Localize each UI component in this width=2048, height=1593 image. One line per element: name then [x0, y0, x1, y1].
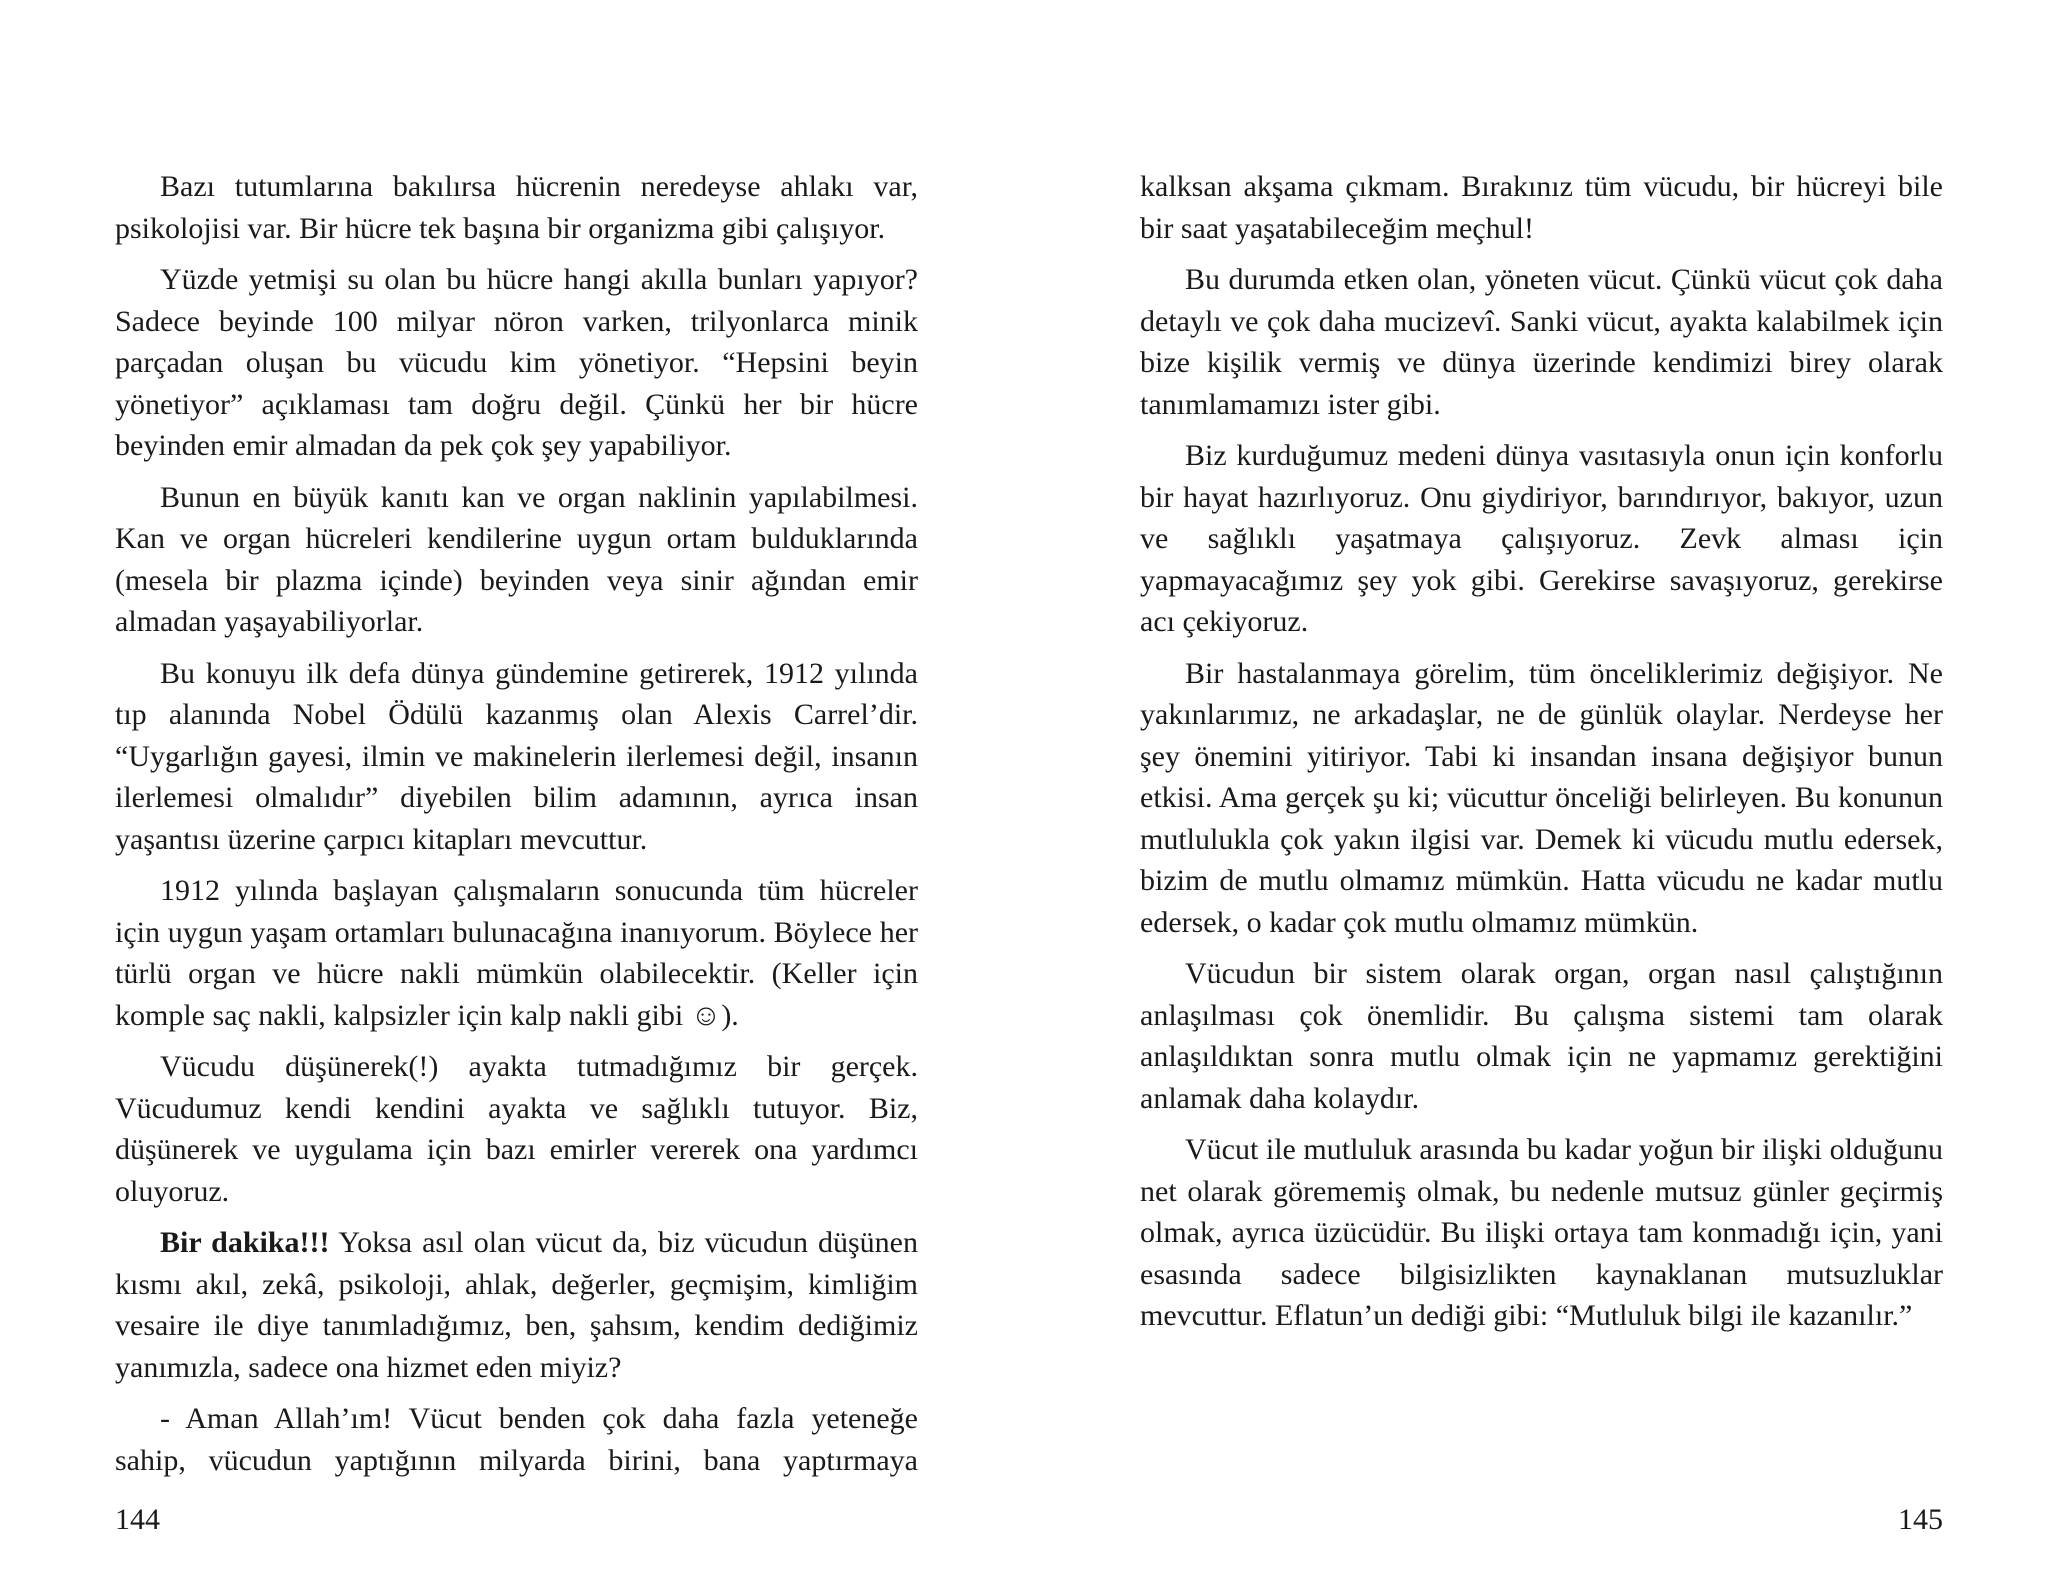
paragraph: Vücudun bir sistem olarak organ, organ nasıl çalıştığının anlaşılması çok önemlidir. Bu çalışma sistemi tam olarak anlaşıldıktan sonra mutlu olmak için ne yapmamız gerektiğini anlamak daha kolaydır. — [1140, 957, 1943, 1115]
paragraph: Vücudu düşünerek(!) ayakta tutmadığımız bir gerçek. Vücudumuz kendi kendini ayakta ve sağlıklı tutuyor. Biz, düşünerek ve uygulama için bazı emirler vererek ona yardımcı oluyoruz. — [115, 1050, 918, 1208]
page-number: 145 — [1898, 1503, 1943, 1536]
paragraph: Bu durumda etken olan, yöneten vücut. Çünkü vücut çok daha detaylı ve çok daha mucizevî. Sanki vücut, ayakta kalabilmek için bize kişilik vermiş ve dünya üzerinde kendimizi birey olarak tanımlamamızı ister gibi. — [1140, 263, 1943, 421]
left-page-text — [115, 166, 918, 1481]
paragraph: 1912 yılında başlayan çalışmaların sonucunda tüm hücreler için uygun yaşam ortamları bulunacağına inanıyorum. Böylece her türlü organ ve hücre nakli mümkün olabilecektir. (Keller için komple saç nakli, kalpsizler için kalp nakli gibi ☺). — [115, 874, 918, 1032]
bold-lead-text: Bir dakika!!! — [160, 1226, 330, 1259]
paragraph: Bu konuyu ilk defa dünya gündemine getirerek, 1912 yılında tıp alanında Nobel Ödülü kazanmış olan Alexis Carrel’dir. “Uygarlığın gayesi, ilmin ve makinelerin ilerlemesi değil, insanın ilerlemesi olmalıdır” diyebilen bilim adamının, ayrıca insan yaşantısı üzerine çarpıcı kitapları mevcuttur. — [115, 656, 918, 856]
right-page — [1024, 0, 2048, 1593]
dialog-paragraph: - Aman Allah’ım! Vücut benden çok daha fazla yeteneğe sahip, vücudun yaptığının milyarda birini, bana yaptırmaya — [115, 1402, 918, 1477]
continuation-paragraph: kalksan akşama çıkmam. Bırakınız tüm vücudu, bir hücreyi bile bir saat yaşatabileceğim meçhul! — [1140, 170, 1943, 245]
paragraph: Bazı tutumlarına bakılırsa hücrenin neredeyse ahlakı var, psikolojisi var. Bir hücre tek başına bir organizma gibi çalışıyor. — [115, 170, 918, 245]
paragraph-rest: Yoksa asıl olan vücut da, biz vücudun düşünen kısmı akıl, zekâ, psikoloji, ahlak, değerler, geçmişim, kimliğim vesaire ile diye tanımladığımız, ben, şahsım, kendim dediğimiz yanımızla, sadece ona hizmet eden miyiz? — [115, 1226, 918, 1384]
paragraph: Bunun en büyük kanıtı kan ve organ naklinin yapılabilmesi. Kan ve organ hücreleri kendilerine uygun ortam bulduklarında (mesela bir plazma içinde) beyinden veya sinir ağından emir almadan yaşayabiliyorlar. — [115, 480, 918, 638]
bold-lead-paragraph — [115, 1222, 918, 1388]
paragraph: Vücut ile mutluluk arasında bu kadar yoğun bir ilişki olduğunu net olarak görememiş olmak, bu nedenle mutsuz günler geçirmiş olmak, ayrıca üzücüdür. Bu ilişki ortaya tam konmadığı için, yani esasında sadece bilgisizlikten kaynaklanan mutsuzluklar mevcuttur. Eflatun’un dediği gibi: “Mutluluk bilgi ile kazanılır.” — [1140, 1133, 1943, 1332]
paragraph: Bir hastalanmaya görelim, tüm önceliklerimiz değişiyor. Ne yakınlarımız, ne arkadaşlar, ne de günlük olaylar. Nerdeyse her şey önemini yitiriyor. Tabi ki insandan insana değişiyor bunun etkisi. Ama gerçek şu ki; vücuttur önceliği belirleyen. Bu konunun mutlulukla çok yakın ilgisi var. Demek ki vücudu mutlu edersek, bizim de mutlu olmamız mümkün. Hatta vücudu ne kadar mutlu edersek, o kadar çok mutlu olmamız mümkün. — [1140, 656, 1943, 939]
paragraph: Yüzde yetmişi su olan bu hücre hangi akılla bunları yapıyor? Sadece beyinde 100 milyar nöron varken, trilyonlarca minik parçadan oluşan bu vücudu kim yönetiyor. “Hepsini beyin yönetiyor” açıklaması tam doğru değil. Çünkü her bir hücre beyinden emir almadan da pek çok şey yapabiliyor. — [115, 263, 918, 462]
page-number: 144 — [115, 1503, 160, 1536]
paragraph: Biz kurduğumuz medeni dünya vasıtasıyla onun için konforlu bir hayat hazırlıyoruz. Onu giydiriyor, barındırıyor, bakıyor, uzun ve sağlıklı yaşatmaya çalışıyoruz. Zevk alması için yapmayacağımız şey yok gibi. Gerekirse savaşıyoruz, gerekirse acı çekiyoruz. — [1140, 439, 1943, 638]
right-page-text — [1140, 166, 1943, 1347]
